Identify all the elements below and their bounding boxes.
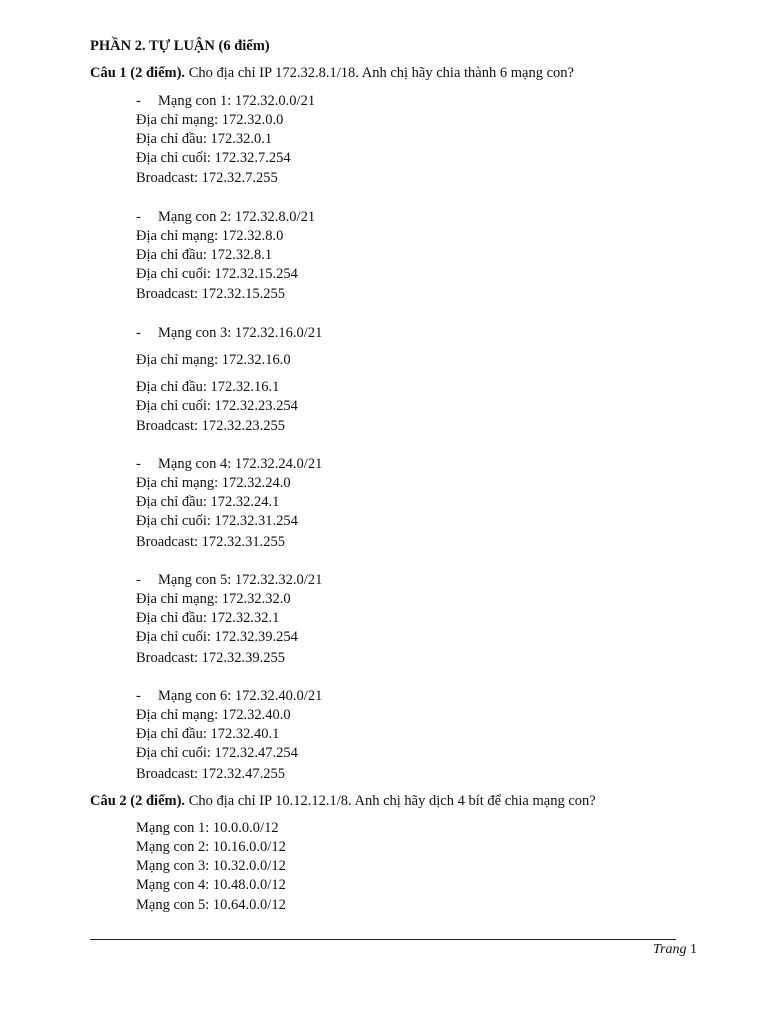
question-2-label: Câu 2 (2 điểm). (90, 793, 186, 809)
subnet-1-first: Địa chỉ đầu: 172.32.0.1 (136, 131, 273, 147)
question-2 (90, 792, 596, 811)
subnet-4-first: Địa chỉ đầu: 172.32.24.1 (136, 494, 280, 510)
subnet-2-first: Địa chỉ đầu: 172.32.8.1 (136, 247, 273, 263)
subnet-5-title: - Mạng con 5: 172.32.32.0/21 (136, 572, 323, 588)
subnet-3-last: Địa chỉ cuối: 172.32.23.254 (136, 398, 298, 414)
subnet-6-last: Địa chỉ cuối: 172.32.47.254 (136, 745, 298, 761)
page-number (653, 942, 697, 958)
subnet-6-title: - Mạng con 6: 172.32.40.0/21 (136, 688, 323, 704)
subnet-5-last: Địa chỉ cuối: 172.32.39.254 (136, 629, 298, 645)
subnet-3-broadcast: Broadcast: 172.32.23.255 (136, 418, 286, 434)
subnet-4-broadcast: Broadcast: 172.32.31.255 (136, 534, 286, 550)
q2-subnet-3: Mạng con 3: 10.32.0.0/12 (136, 858, 286, 874)
question-1-text: Cho địa chỉ IP 172.32.8.1/18. Anh chị hãy chia thành 6 mạng con? (185, 65, 574, 81)
subnet-2-last: Địa chỉ cuối: 172.32.15.254 (136, 266, 298, 282)
q2-subnet-5: Mạng con 5: 10.64.0.0/12 (136, 897, 286, 913)
subnet-3-network: Địa chỉ mạng: 172.32.16.0 (136, 352, 291, 368)
page-word: Trang (653, 942, 687, 957)
subnet-1-broadcast: Broadcast: 172.32.7.255 (136, 170, 278, 186)
subnet-5-network: Địa chỉ mạng: 172.32.32.0 (136, 591, 291, 607)
footer-divider (90, 939, 676, 940)
subnet-4-last: Địa chỉ cuối: 172.32.31.254 (136, 513, 298, 529)
subnet-1-network: Địa chỉ mạng: 172.32.0.0 (136, 112, 284, 128)
subnet-1-last: Địa chỉ cuối: 172.32.7.254 (136, 150, 291, 166)
subnet-4-title: - Mạng con 4: 172.32.24.0/21 (136, 456, 323, 472)
subnet-6-broadcast: Broadcast: 172.32.47.255 (136, 766, 286, 782)
page-number-value: 1 (690, 942, 697, 957)
section-title: PHẦN 2. TỰ LUẬN (6 điểm) (90, 38, 270, 54)
subnet-3-title: - Mạng con 3: 172.32.16.0/21 (136, 325, 323, 341)
q2-subnet-2: Mạng con 2: 10.16.0.0/12 (136, 839, 286, 855)
question-1-label: Câu 1 (2 điểm). (90, 65, 186, 81)
q2-subnet-1: Mạng con 1: 10.0.0.0/12 (136, 820, 279, 836)
question-2-text: Cho địa chỉ IP 10.12.12.1/8. Anh chị hãy dịch 4 bít để chia mạng con? (185, 793, 596, 809)
subnet-2-network: Địa chỉ mạng: 172.32.8.0 (136, 228, 284, 244)
subnet-3-first: Địa chỉ đầu: 172.32.16.1 (136, 379, 280, 395)
subnet-2-title: - Mạng con 2: 172.32.8.0/21 (136, 209, 316, 225)
subnet-6-network: Địa chỉ mạng: 172.32.40.0 (136, 707, 291, 723)
subnet-6-first: Địa chỉ đầu: 172.32.40.1 (136, 726, 280, 742)
subnet-1-title: - Mạng con 1: 172.32.0.0/21 (136, 93, 316, 109)
subnet-5-first: Địa chỉ đầu: 172.32.32.1 (136, 610, 280, 626)
subnet-2-broadcast: Broadcast: 172.32.15.255 (136, 286, 286, 302)
question-1 (90, 64, 574, 83)
subnet-5-broadcast: Broadcast: 172.32.39.255 (136, 650, 286, 666)
q2-subnet-4: Mạng con 4: 10.48.0.0/12 (136, 877, 286, 893)
subnet-4-network: Địa chỉ mạng: 172.32.24.0 (136, 475, 291, 491)
